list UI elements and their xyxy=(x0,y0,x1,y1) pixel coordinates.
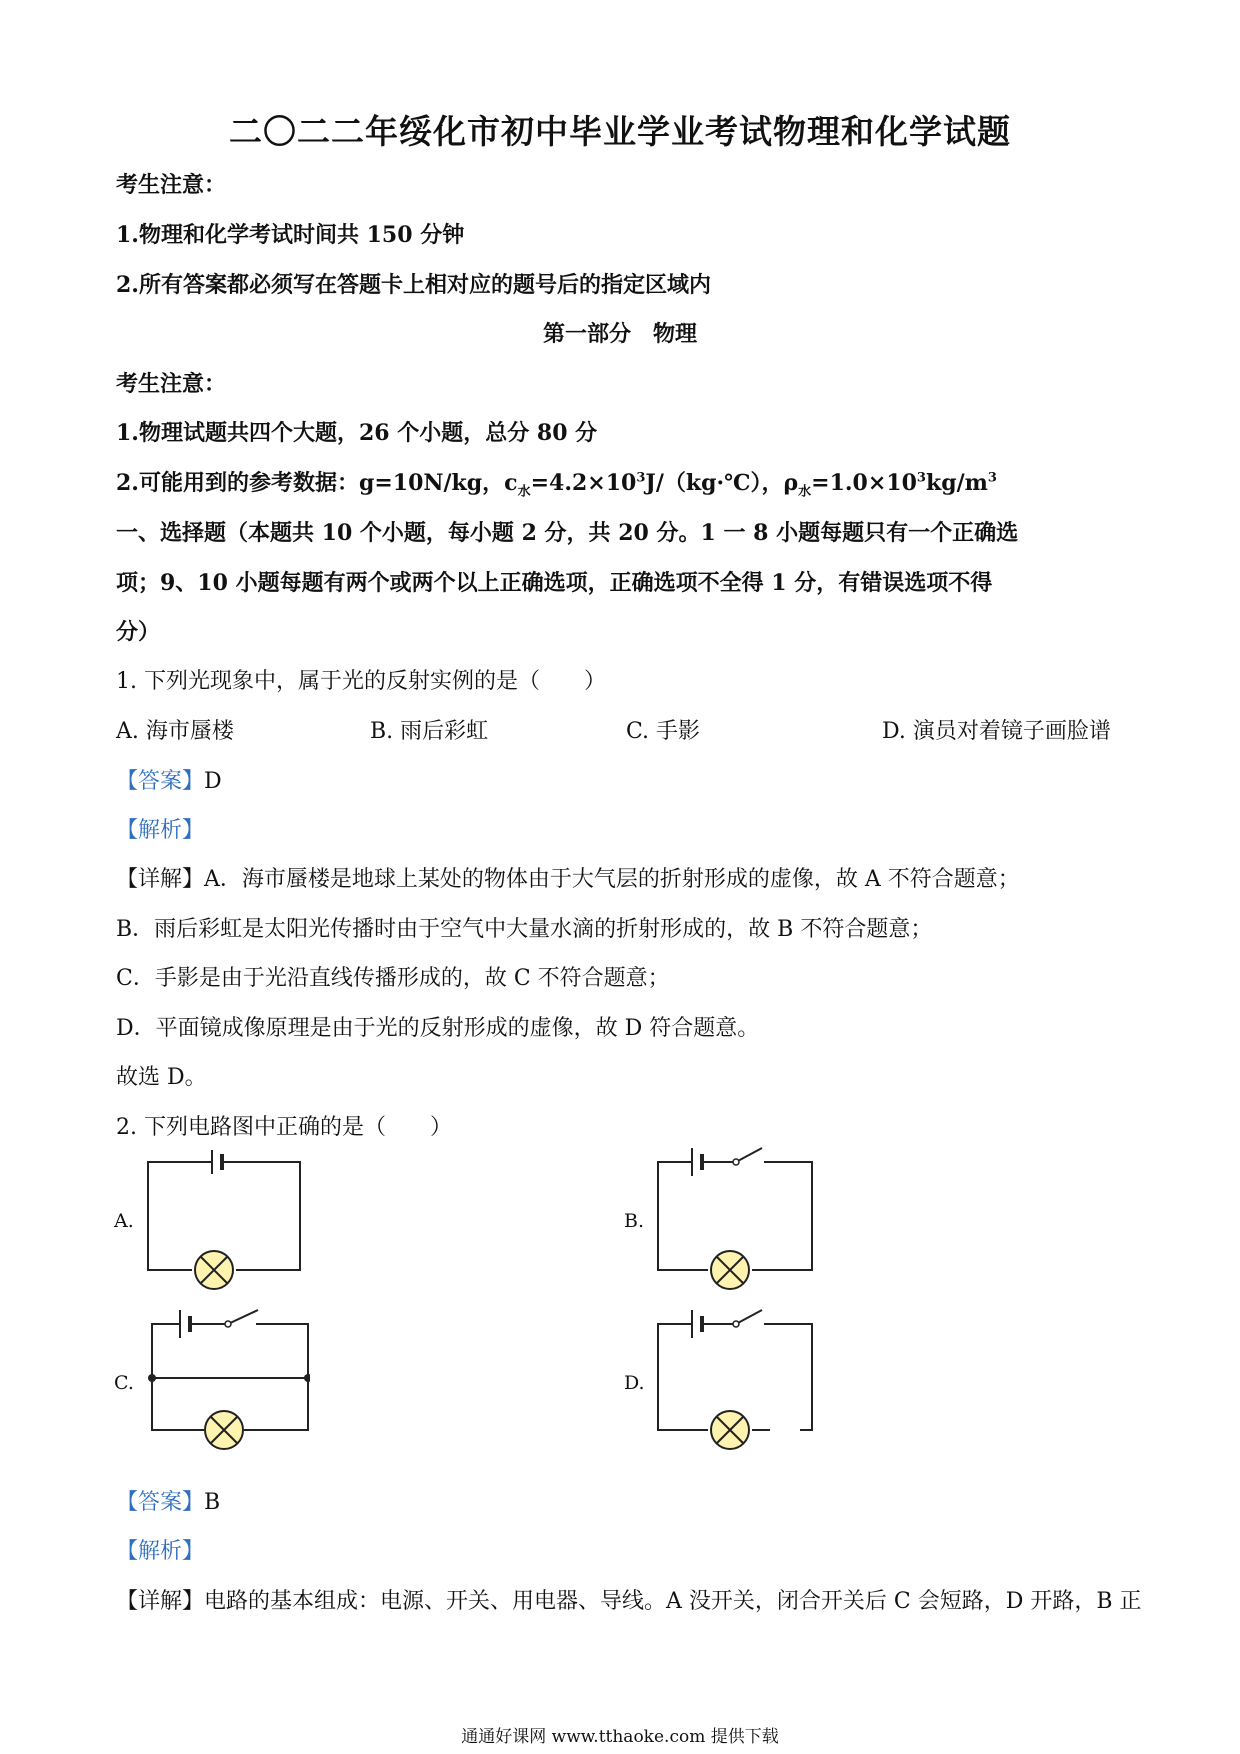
q1-detail-3: C．手影是由于光沿直线传播形成的，故 C 不符合题意； xyxy=(116,966,670,991)
circuit-b-label: B. xyxy=(624,1210,645,1232)
lamp-icon xyxy=(205,1411,243,1449)
q1-option-c: C. 手影 xyxy=(626,719,701,744)
q1-answer: 【答案】D xyxy=(116,769,222,794)
physics-notice-item-1: 1.物理试题共四个大题，26 个小题，总分 80 分 xyxy=(116,420,598,446)
q1-detail-5: 故选 D。 xyxy=(116,1065,207,1090)
q2-detail: 【详解】电路的基本组成：电源、开关、用电器、导线。A 没开关，闭合开关后 C 会短路，D 开路，B 正 xyxy=(116,1589,1142,1614)
page-title: 二〇二二年绥化市初中毕业学业考试物理和化学试题 xyxy=(229,112,1011,151)
lamp-icon xyxy=(711,1411,749,1449)
circuit-d-diagram xyxy=(650,1304,820,1462)
q2-stem: 2. 下列电路图中正确的是（ ） xyxy=(116,1115,452,1140)
q2-analysis-tag: 【解析】 xyxy=(116,1539,205,1564)
section1-line-3: 分） xyxy=(116,619,161,645)
page-footer: 通通好课网 www.tthaoke.com 提供下载 xyxy=(461,1727,779,1747)
q1-analysis-tag: 【解析】 xyxy=(116,818,205,843)
q1-option-d: D. 演员对着镜子画脸谱 xyxy=(882,719,1111,744)
circuit-a-label: A. xyxy=(114,1210,134,1232)
circuit-c-diagram xyxy=(140,1304,310,1462)
circuit-b-diagram xyxy=(650,1144,820,1296)
lamp-icon xyxy=(711,1251,749,1289)
notice-item-2: 2.所有答案都必须写在答题卡上相对应的题号后的指定区域内 xyxy=(116,272,711,298)
q1-option-b: B. 雨后彩虹 xyxy=(370,719,489,744)
circuit-a-diagram xyxy=(140,1148,310,1296)
q1-detail-1: 【详解】A．海市蜃楼是地球上某处的物体由于大气层的折射形成的虚像，故 A 不符合题意； xyxy=(116,867,1020,892)
q1-option-a: A. 海市蜃楼 xyxy=(116,719,234,744)
section1-line-2: 项；9、10 小题每题有两个或两个以上正确选项，正确选项不全得 1 分，有错误选项不得 xyxy=(116,570,993,596)
q1-detail-2: B．雨后彩虹是太阳光传播时由于空气中大量水滴的折射形成的，故 B 不符合题意； xyxy=(116,917,933,942)
notice-heading: 考生注意： xyxy=(116,172,227,198)
notice-item-1: 1.物理和化学考试时间共 150 分钟 xyxy=(116,222,465,248)
part-title: 第一部分 物理 xyxy=(542,321,697,347)
q1-detail-4: D．平面镜成像原理是由于光的反射形成的虚像，故 D 符合题意。 xyxy=(116,1016,760,1041)
circuit-c-label: C. xyxy=(114,1372,134,1394)
q2-answer: 【答案】B xyxy=(116,1490,221,1515)
physics-notice-item-2: 2.可能用到的参考数据：g=10N/kg，$c_水=4.2\times 10^3J/(kg\cdot℃)$，$\rho_水=1.0\times 10^3kg/m^3$ xyxy=(116,470,997,500)
section1-line-1: 一、选择题（本题共 10 个小题，每小题 2 分，共 20 分。1 一 8 小题每题只有一个正确选 xyxy=(116,520,1019,546)
lamp-icon xyxy=(195,1251,233,1289)
q1-stem: 1. 下列光现象中，属于光的反射实例的是（ ） xyxy=(116,669,606,694)
circuit-d-label: D. xyxy=(624,1372,645,1394)
physics-notice-heading: 考生注意： xyxy=(116,371,227,397)
